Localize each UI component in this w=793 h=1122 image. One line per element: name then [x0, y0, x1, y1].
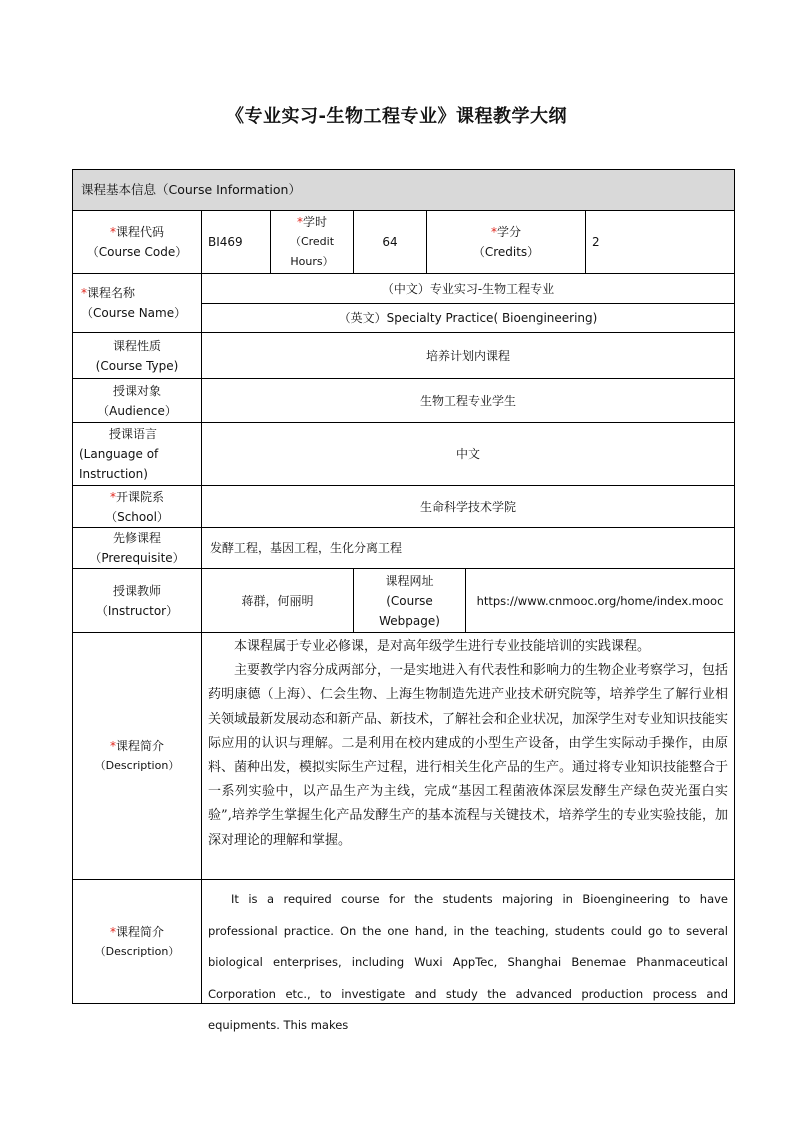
description-en-label: *课程简介 （Description） — [72, 879, 202, 1004]
school-label: *开课院系 （School） — [72, 485, 202, 528]
hours-label-en-2: Hours） — [290, 255, 334, 268]
page-title: 《专业实习-生物工程专业》课程教学大纲 — [226, 106, 567, 127]
audience-label: 授课对象 （Audience） — [72, 378, 202, 423]
prerequisite-label: 先修课程 （Prerequisite） — [72, 527, 202, 569]
course-code-label — [72, 210, 202, 274]
credits-label-en: （Credits） — [472, 245, 540, 259]
course-type-label: 课程性质 (Course Type) — [72, 332, 202, 379]
course-name-label-en: （Course Name） — [81, 306, 187, 320]
required-mark: * — [81, 286, 87, 300]
hours-label-cn: 学时 — [302, 215, 327, 229]
language-value: 中文 — [201, 422, 735, 486]
hours-value: 64 — [353, 210, 427, 274]
course-type-value: 培养计划内课程 — [201, 332, 735, 379]
credits-value: 2 — [585, 210, 735, 274]
description-en-text — [201, 879, 735, 1032]
course-name-label-cn: 课程名称 — [87, 286, 136, 300]
description-cn-label: *课程简介 （Description） — [72, 632, 202, 880]
webpage-label: 课程网址 (Course Webpage) — [353, 568, 466, 633]
description-cn-text — [201, 632, 735, 880]
instructor-label: 授课教师 （Instructor） — [72, 568, 202, 633]
description-en-para-1: It is a required course for the students majoring in Bioengineering to have professional practice. On the one hand, in the teaching, students could go to several biological enterprises, including Wuxi AppTec, Shanghai Benemae Phanmaceutical Corporation etc., to investigate and study the advanced production process and equipments. This makes — [208, 892, 728, 1032]
hours-label — [270, 210, 354, 274]
required-mark: * — [109, 739, 116, 753]
description-cn-para-2: 主要教学内容分成两部分，一是实地进入有代表性和影响力的生物企业考察学习，包括药明康德（上海）、仁会生物、上海生物制造先进产业技术研究院等，培养学生了解行业相关领域最新发展动态和新产品、新技术，了解社会和企业状况，加深学生对专业知识技能实际应用的认识与理解。二是利用在校内建成的小型生产设备，由学生实际动手操作，由原料、菌种出发，模拟实际生产过程，进行相关生化产品的生产。通过将专业知识技能整合于一系列实验中，以产品生产为主线，完成“基因工程菌液体深层发酵生产绿色荧光蛋白实验”,培养学生掌握生化产品发酵生产的基本流程与关键技术，培养学生的专业实验技能，加深对理论的理解和掌握。 — [208, 663, 729, 848]
required-mark: * — [490, 225, 497, 239]
required-mark: * — [109, 924, 116, 939]
instructor-value: 蒋群，何丽明 — [201, 568, 354, 633]
course-code-value: BI469 — [201, 210, 271, 274]
audience-value: 生物工程专业学生 — [201, 378, 735, 423]
course-name-cn: （中文）专业实习-生物工程专业 — [201, 273, 735, 304]
section-header-text: 课程基本信息（Course Information） — [81, 182, 301, 197]
description-cn-para-1: 本课程属于专业必修课，是对高年级学生进行专业技能培训的实践课程。 — [234, 639, 651, 654]
webpage-link[interactable]: https://www.cnmooc.org/home/index.mooc — [465, 568, 735, 633]
credits-label — [426, 210, 586, 274]
course-code-label-cn: 课程代码 — [115, 225, 164, 239]
credits-label-cn: 学分 — [496, 225, 521, 239]
required-mark: * — [109, 225, 116, 239]
required-mark: * — [109, 489, 116, 504]
prerequisite-value: 发酵工程，基因工程，生化分离工程 — [201, 527, 735, 569]
course-code-label-en: （Course Code） — [86, 245, 188, 259]
hours-label-en-1: （Credit — [289, 235, 335, 248]
course-name-label — [72, 273, 202, 333]
required-mark: * — [296, 215, 303, 229]
school-value: 生命科学技术学院 — [201, 485, 735, 528]
course-name-en: （英文）Specialty Practice( Bioengineering) — [201, 303, 735, 333]
language-label: 授课语言 (Language of Instruction) — [72, 422, 202, 486]
section-header — [72, 169, 735, 211]
